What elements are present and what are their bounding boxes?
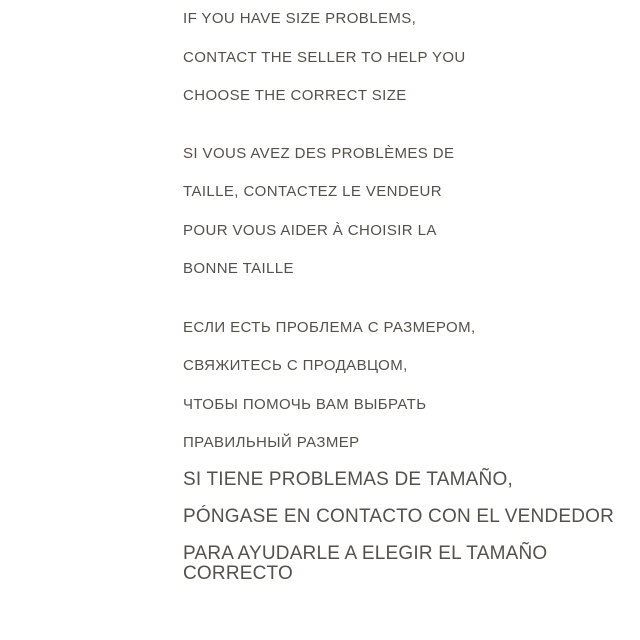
notice-line-fr-1: SI VOUS AVEZ DES PROBLÈMES DE <box>183 144 455 162</box>
notice-line-es-3: PARA AYUDARLE A ELEGIR EL TAMAÑO <box>183 542 548 564</box>
notice-line-ru-3: ЧТОБЫ ПОМОЧЬ ВАМ ВЫБРАТЬ <box>183 395 427 413</box>
notice-line-fr-4: BONNE TAILLE <box>183 260 294 277</box>
notice-line-en-2: CONTACT THE SELLER TO HELP YOU <box>183 48 466 66</box>
notice-block-spanish <box>183 470 640 584</box>
notice-line-en-3: CHOOSE THE CORRECT SIZE <box>183 87 407 104</box>
notice-line-ru-2: СВЯЖИТЕСЬ С ПРОДАВЦОМ, <box>183 357 408 374</box>
notice-line-en-1: IF YOU HAVE SIZE PROBLEMS, <box>183 10 417 27</box>
notice-line-es-4: CORRECTO <box>183 562 293 584</box>
notice-block-french <box>183 135 640 289</box>
notice-text-column <box>183 0 640 584</box>
notice-block-russian <box>183 309 640 463</box>
notice-line-es-2: PÓNGASE EN CONTACTO CON EL VENDEDOR <box>183 505 615 527</box>
notice-block-english <box>183 0 640 116</box>
notice-line-ru-1: ЕСЛИ ЕСТЬ ПРОБЛЕМА С РАЗМЕРОМ, <box>183 318 476 336</box>
notice-line-fr-3: POUR VOUS AIDER À CHOISIR LA <box>183 221 437 239</box>
notice-line-es-1: SI TIENE PROBLEMAS DE TAMAÑO, <box>183 468 513 490</box>
notice-line-fr-2: TAILLE, CONTACTEZ LE VENDEUR <box>183 183 443 200</box>
notice-line-ru-4: ПРАВИЛЬНЫЙ РАЗМЕР <box>183 434 360 451</box>
